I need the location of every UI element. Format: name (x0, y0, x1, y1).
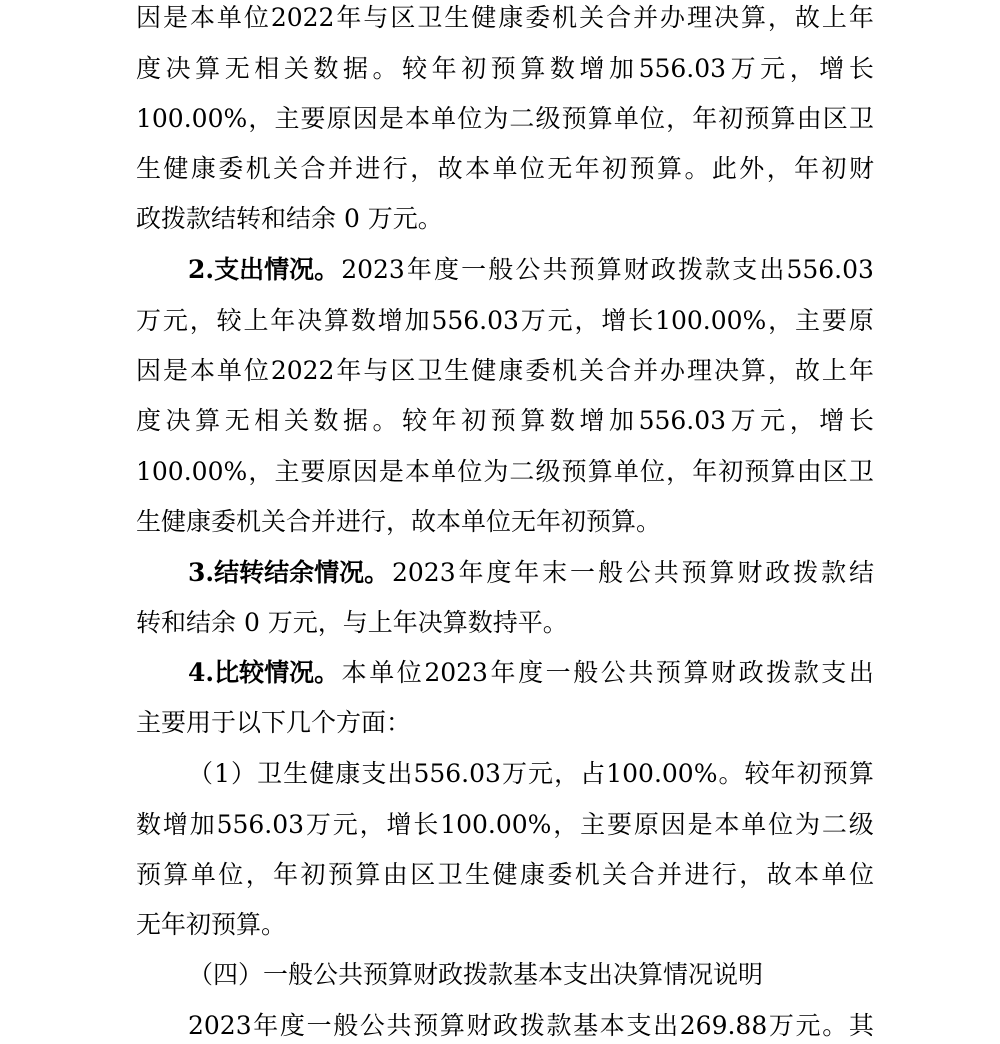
text-run: 无年初预算。 (136, 910, 287, 939)
bold-label: 3.结转结余情况。 (188, 558, 390, 587)
text-run: 政拨款结转和结余 0 万元。 (136, 204, 443, 233)
text-line: 度 决 算 无 相 关 数 据 。 较 年 初 预 算 数 增 加 556.03 万 元 ， 增 长 (136, 54, 874, 83)
bold-label: 2.支出情况。 (188, 255, 340, 284)
text-line: 度 决 算 无 相 关 数 据 。 较 年 初 预 算 数 增 加 556.03 万 元 ， 增 长 (136, 406, 874, 435)
section-heading-carryover: 3.结转结余情况。 2023 年 度 年 末 一 般 公 共 预 算 财 政 拨 款 结 (136, 555, 874, 591)
text-line (136, 907, 874, 943)
text-run: （四）一般公共预算财政拨款基本支出决算情况说明 (188, 960, 764, 989)
bold-label: 4.比较情况。 (188, 658, 340, 687)
text-line: 万 元 ， 较 上 年 决 算 数 增 加 556.03 万 元 ， 增 长 100.00% ， 主 要 原 (136, 306, 874, 335)
text-line: 因 是 本 单 位 2022 年 与 区 卫 生 健 康 委 机 关 合 并 办 理 决 算 ， 故 上 年 (136, 356, 874, 385)
text-line (136, 504, 874, 540)
text-run: 转和结余 0 万元，与上年决算数持平。 (136, 608, 568, 637)
text-line (136, 605, 874, 641)
section-heading-expenditure: 2.支出情况。 2023 年 度 一 般 公 共 预 算 财 政 拨 款 支 出 556.03 (136, 252, 874, 288)
list-item-health: （ 1 ） 卫 生 健 康 支 出 556.03 万 元 ， 占 100.00% 。 较 年 初 预 算 (188, 759, 874, 788)
text-line: 2023 年 度 一 般 公 共 预 算 财 政 拨 款 基 本 支 出 269.88 万 元 。 其 (188, 1011, 874, 1040)
text-line: 因 是 本 单 位 2022 年 与 区 卫 生 健 康 委 机 关 合 并 办 理 决 算 ， 故 上 年 (136, 3, 874, 32)
text-line: 预 算 单 位 ， 年 初 预 算 由 区 卫 生 健 康 委 机 关 合 并 进 行 ， 故 本 单 位 (136, 860, 874, 889)
text-run: 主要用于以下几个方面： (136, 708, 412, 737)
text-line: 生 健 康 委 机 关 合 并 进 行 ， 故 本 单 位 无 年 初 预 算 。 此 外 ， 年 初 财 (136, 154, 874, 183)
section-heading-basic-expenditure (136, 957, 874, 993)
text-run: 生健康委机关合并进行，故本单位无年初预算。 (136, 507, 662, 536)
text-line (136, 705, 874, 741)
text-line (136, 201, 874, 237)
text-line: 数 增 加 556.03 万 元 ， 增 长 100.00% ， 主 要 原 因 是 本 单 位 为 二 级 (136, 810, 874, 839)
section-heading-comparison: 4.比较情况。 本 单 位 2023 年 度 一 般 公 共 预 算 财 政 拨 款 支 出 (136, 655, 874, 691)
text-line: 100.00% ， 主 要 原 因 是 本 单 位 为 二 级 预 算 单 位 ， 年 初 预 算 由 区 卫 (136, 104, 874, 133)
text-line: 100.00% ， 主 要 原 因 是 本 单 位 为 二 级 预 算 单 位 ， 年 初 预 算 由 区 卫 (136, 457, 874, 486)
